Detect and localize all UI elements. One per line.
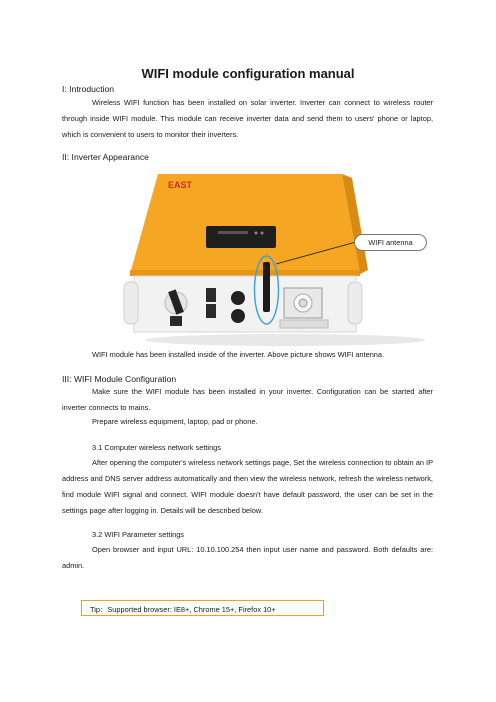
subsection-3-1-paragraph: After opening the computer's wireless network settings page, Set the wireless connection to obtain an IP address and DNS server address automatically and then view the wireless network, refresh the wireless network, find module WIFI signal and connect. WIFI module doesn't have default password, the user can be set in the settings page after logging in. Details will be described below. [62, 458, 433, 515]
inverter-photo [120, 170, 440, 348]
prepare-equipment-line: Prepare wireless equipment, laptop, pad or phone. [92, 417, 258, 426]
subsection-3-2-heading: 3.2 WIFI Parameter settings [92, 530, 185, 539]
introduction-paragraph: Wireless WIFI function has been installed on solar inverter. Inverter can connect to wireless router through inside WIFI module. This module can receive inverter data and send them to users' phone or laptop, which is convenient to users to monitor their inverters. [62, 98, 433, 139]
inverter-front-cover [130, 174, 360, 274]
subsection-3-2-paragraph: Open browser and input URL: 10.10.100.254 then input user name and password. Both defaults are: admin. [62, 545, 433, 570]
section-introduction-heading: I: Introduction [62, 84, 115, 94]
wifi-antenna [263, 262, 270, 312]
display-panel [206, 226, 276, 248]
brand-logo: EAST [168, 180, 193, 190]
document-title: WIFI module configuration manual [141, 66, 355, 81]
section-appearance-heading: II: Inverter Appearance [62, 152, 149, 162]
subsection-3-1-heading: 3.1 Computer wireless network settings [92, 443, 221, 452]
supported-browser-tip: Tip：Supported browser: IE8+, Chrome 15+, Firefox 10+ [81, 600, 324, 616]
section-configuration-heading: III: WIFI Module Configuration [62, 374, 177, 384]
figure-caption: WIFI module has been installed inside of the inverter. Above picture shows WIFI antenna. [92, 350, 385, 359]
configuration-paragraph: Make sure the WIFI module has been installed in your inverter. Configuration can be started after inverter connects to mains. [62, 387, 433, 412]
wifi-antenna-callout: WIFI antenna [354, 234, 427, 251]
